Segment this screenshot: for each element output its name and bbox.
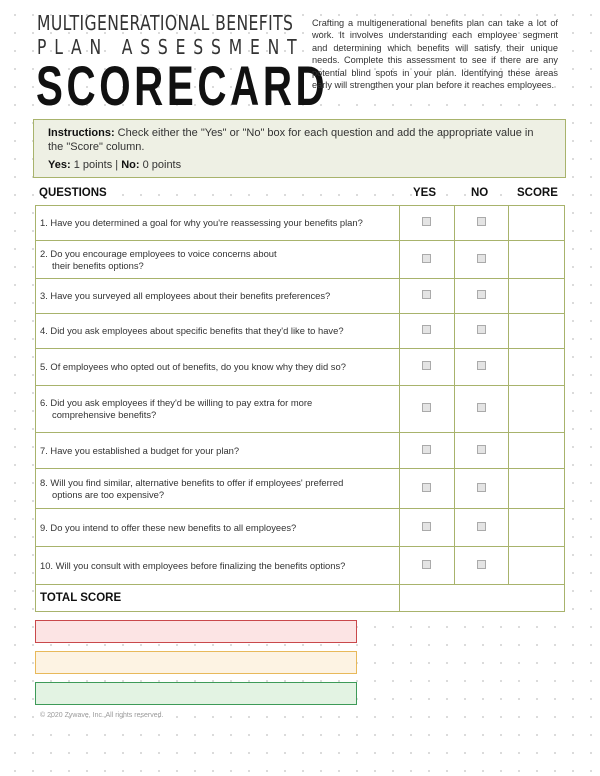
yes-checkbox[interactable] (422, 361, 431, 370)
question-text: 2. Do you encourage employees to voice concerns about (40, 247, 277, 259)
question-text-cont: their benefits options? (52, 259, 144, 271)
table-row (36, 386, 565, 433)
score-input[interactable] (508, 206, 564, 241)
no-checkbox[interactable] (477, 325, 486, 334)
no-points-label: No: (121, 159, 140, 171)
yes-cell (400, 509, 454, 547)
no-cell (454, 349, 508, 386)
score-range-band (35, 651, 357, 674)
question-cell (36, 386, 400, 433)
yes-checkbox[interactable] (422, 217, 431, 226)
table-row (36, 206, 565, 241)
title-line-2: PLAN ASSESSMENT (37, 35, 305, 59)
score-range-band (35, 620, 357, 643)
score-input[interactable] (508, 469, 564, 509)
copyright: © 2020 Zywave, Inc. All rights reserved. (40, 712, 164, 719)
question-text-cont: comprehensive benefits? (52, 409, 157, 420)
question-cell (36, 279, 400, 314)
total-score-input[interactable] (400, 585, 565, 612)
question-cell (36, 314, 400, 349)
header-yes: YES (413, 187, 437, 199)
score-input[interactable] (508, 509, 564, 547)
yes-cell (400, 206, 454, 241)
yes-checkbox[interactable] (422, 403, 431, 412)
no-cell (454, 314, 508, 349)
table-row (36, 314, 565, 349)
no-checkbox[interactable] (477, 445, 486, 454)
question-text: 7. Have you established a budget for your plan? (40, 444, 240, 456)
question-text: 1. Have you determined a goal for why you're reassessing your benefits plan? (40, 217, 363, 228)
no-cell (454, 433, 508, 469)
table-row (36, 241, 565, 279)
question-cell (36, 469, 400, 509)
instructions-box (33, 119, 566, 178)
no-points-value: 0 points (139, 159, 182, 171)
yes-checkbox[interactable] (422, 445, 431, 454)
yes-checkbox[interactable] (422, 483, 431, 492)
yes-checkbox[interactable] (422, 325, 431, 334)
question-text: 6. Did you ask employees if they'd be willing to pay extra for more (40, 397, 313, 408)
yes-cell (400, 279, 454, 314)
yes-cell (400, 349, 454, 386)
title-line-1: MULTIGENERATIONAL BENEFITS (37, 11, 294, 35)
no-cell (454, 241, 508, 279)
table-row (36, 279, 565, 314)
yes-cell (400, 386, 454, 433)
yes-cell (400, 241, 454, 279)
yes-cell (400, 469, 454, 509)
header-questions: QUESTIONS (39, 187, 107, 199)
yes-points-value: 1 points | (70, 159, 122, 171)
header-score: SCORE (517, 187, 558, 199)
question-cell (36, 547, 400, 585)
yes-checkbox[interactable] (422, 522, 431, 531)
score-input[interactable] (508, 433, 564, 469)
question-cell (36, 241, 400, 279)
no-checkbox[interactable] (477, 483, 486, 492)
table-row (36, 349, 565, 386)
yes-checkbox[interactable] (422, 254, 431, 263)
table-row (36, 547, 565, 585)
intro-text: Crafting a multigenerational benefits plan can take a lot of work. It involves understanding each employee segment and determining which benefits will satisfy their unique needs. Complete this assessment to see if there are any potential blind spots in your plan. Identifying these areas early will strengthen your plan before it reaches employees. (312, 18, 558, 91)
question-text: 8. Will you find similar, alternative benefits to offer if employees' preferred (40, 476, 344, 488)
yes-checkbox[interactable] (422, 290, 431, 299)
no-checkbox[interactable] (477, 560, 486, 569)
score-input[interactable] (508, 241, 564, 279)
header-no: NO (471, 187, 489, 199)
question-cell (36, 349, 400, 386)
yes-cell (400, 314, 454, 349)
question-cell (36, 509, 400, 547)
yes-cell (400, 547, 454, 585)
no-checkbox[interactable] (477, 361, 486, 370)
instructions-text: Check either the "Yes" or "No" box for each question and add the appropriate value in the "Score" column. (48, 127, 534, 153)
no-checkbox[interactable] (477, 254, 486, 263)
score-input[interactable] (508, 314, 564, 349)
yes-checkbox[interactable] (422, 560, 431, 569)
table-row (36, 469, 565, 509)
question-text: 3. Have you surveyed all employees about their benefits preferences? (40, 290, 331, 301)
no-checkbox[interactable] (477, 217, 486, 226)
no-cell (454, 509, 508, 547)
yes-points-label: Yes: (48, 159, 71, 171)
question-text-cont: options are too expensive? (52, 488, 165, 500)
instructions-label: Instructions: (48, 127, 115, 139)
question-text: 5. Of employees who opted out of benefits, do you know why they did so? (40, 361, 346, 372)
table-row (36, 509, 565, 547)
score-input[interactable] (508, 547, 564, 585)
question-text: 4. Did you ask employees about specific benefits that they'd like to have? (40, 325, 344, 336)
no-cell (454, 547, 508, 585)
score-input[interactable] (508, 279, 564, 314)
no-checkbox[interactable] (477, 290, 486, 299)
table-row (36, 433, 565, 469)
yes-cell (400, 433, 454, 469)
no-cell (454, 279, 508, 314)
no-cell (454, 206, 508, 241)
no-checkbox[interactable] (477, 403, 486, 412)
no-cell (454, 469, 508, 509)
total-score-label: TOTAL SCORE (36, 585, 400, 612)
questions-table (35, 205, 565, 612)
title-scorecard: SCORECARD (36, 54, 329, 117)
question-cell (36, 433, 400, 469)
total-row (36, 585, 565, 612)
question-cell (36, 206, 400, 241)
question-text: 9. Do you intend to offer these new benefits to all employees? (40, 521, 297, 533)
score-input[interactable] (508, 349, 564, 386)
question-text: 10. Will you consult with employees before finalizing the benefits options? (40, 559, 346, 571)
no-checkbox[interactable] (477, 522, 486, 531)
score-range-band (35, 682, 357, 705)
score-input[interactable] (508, 386, 564, 433)
no-cell (454, 386, 508, 433)
